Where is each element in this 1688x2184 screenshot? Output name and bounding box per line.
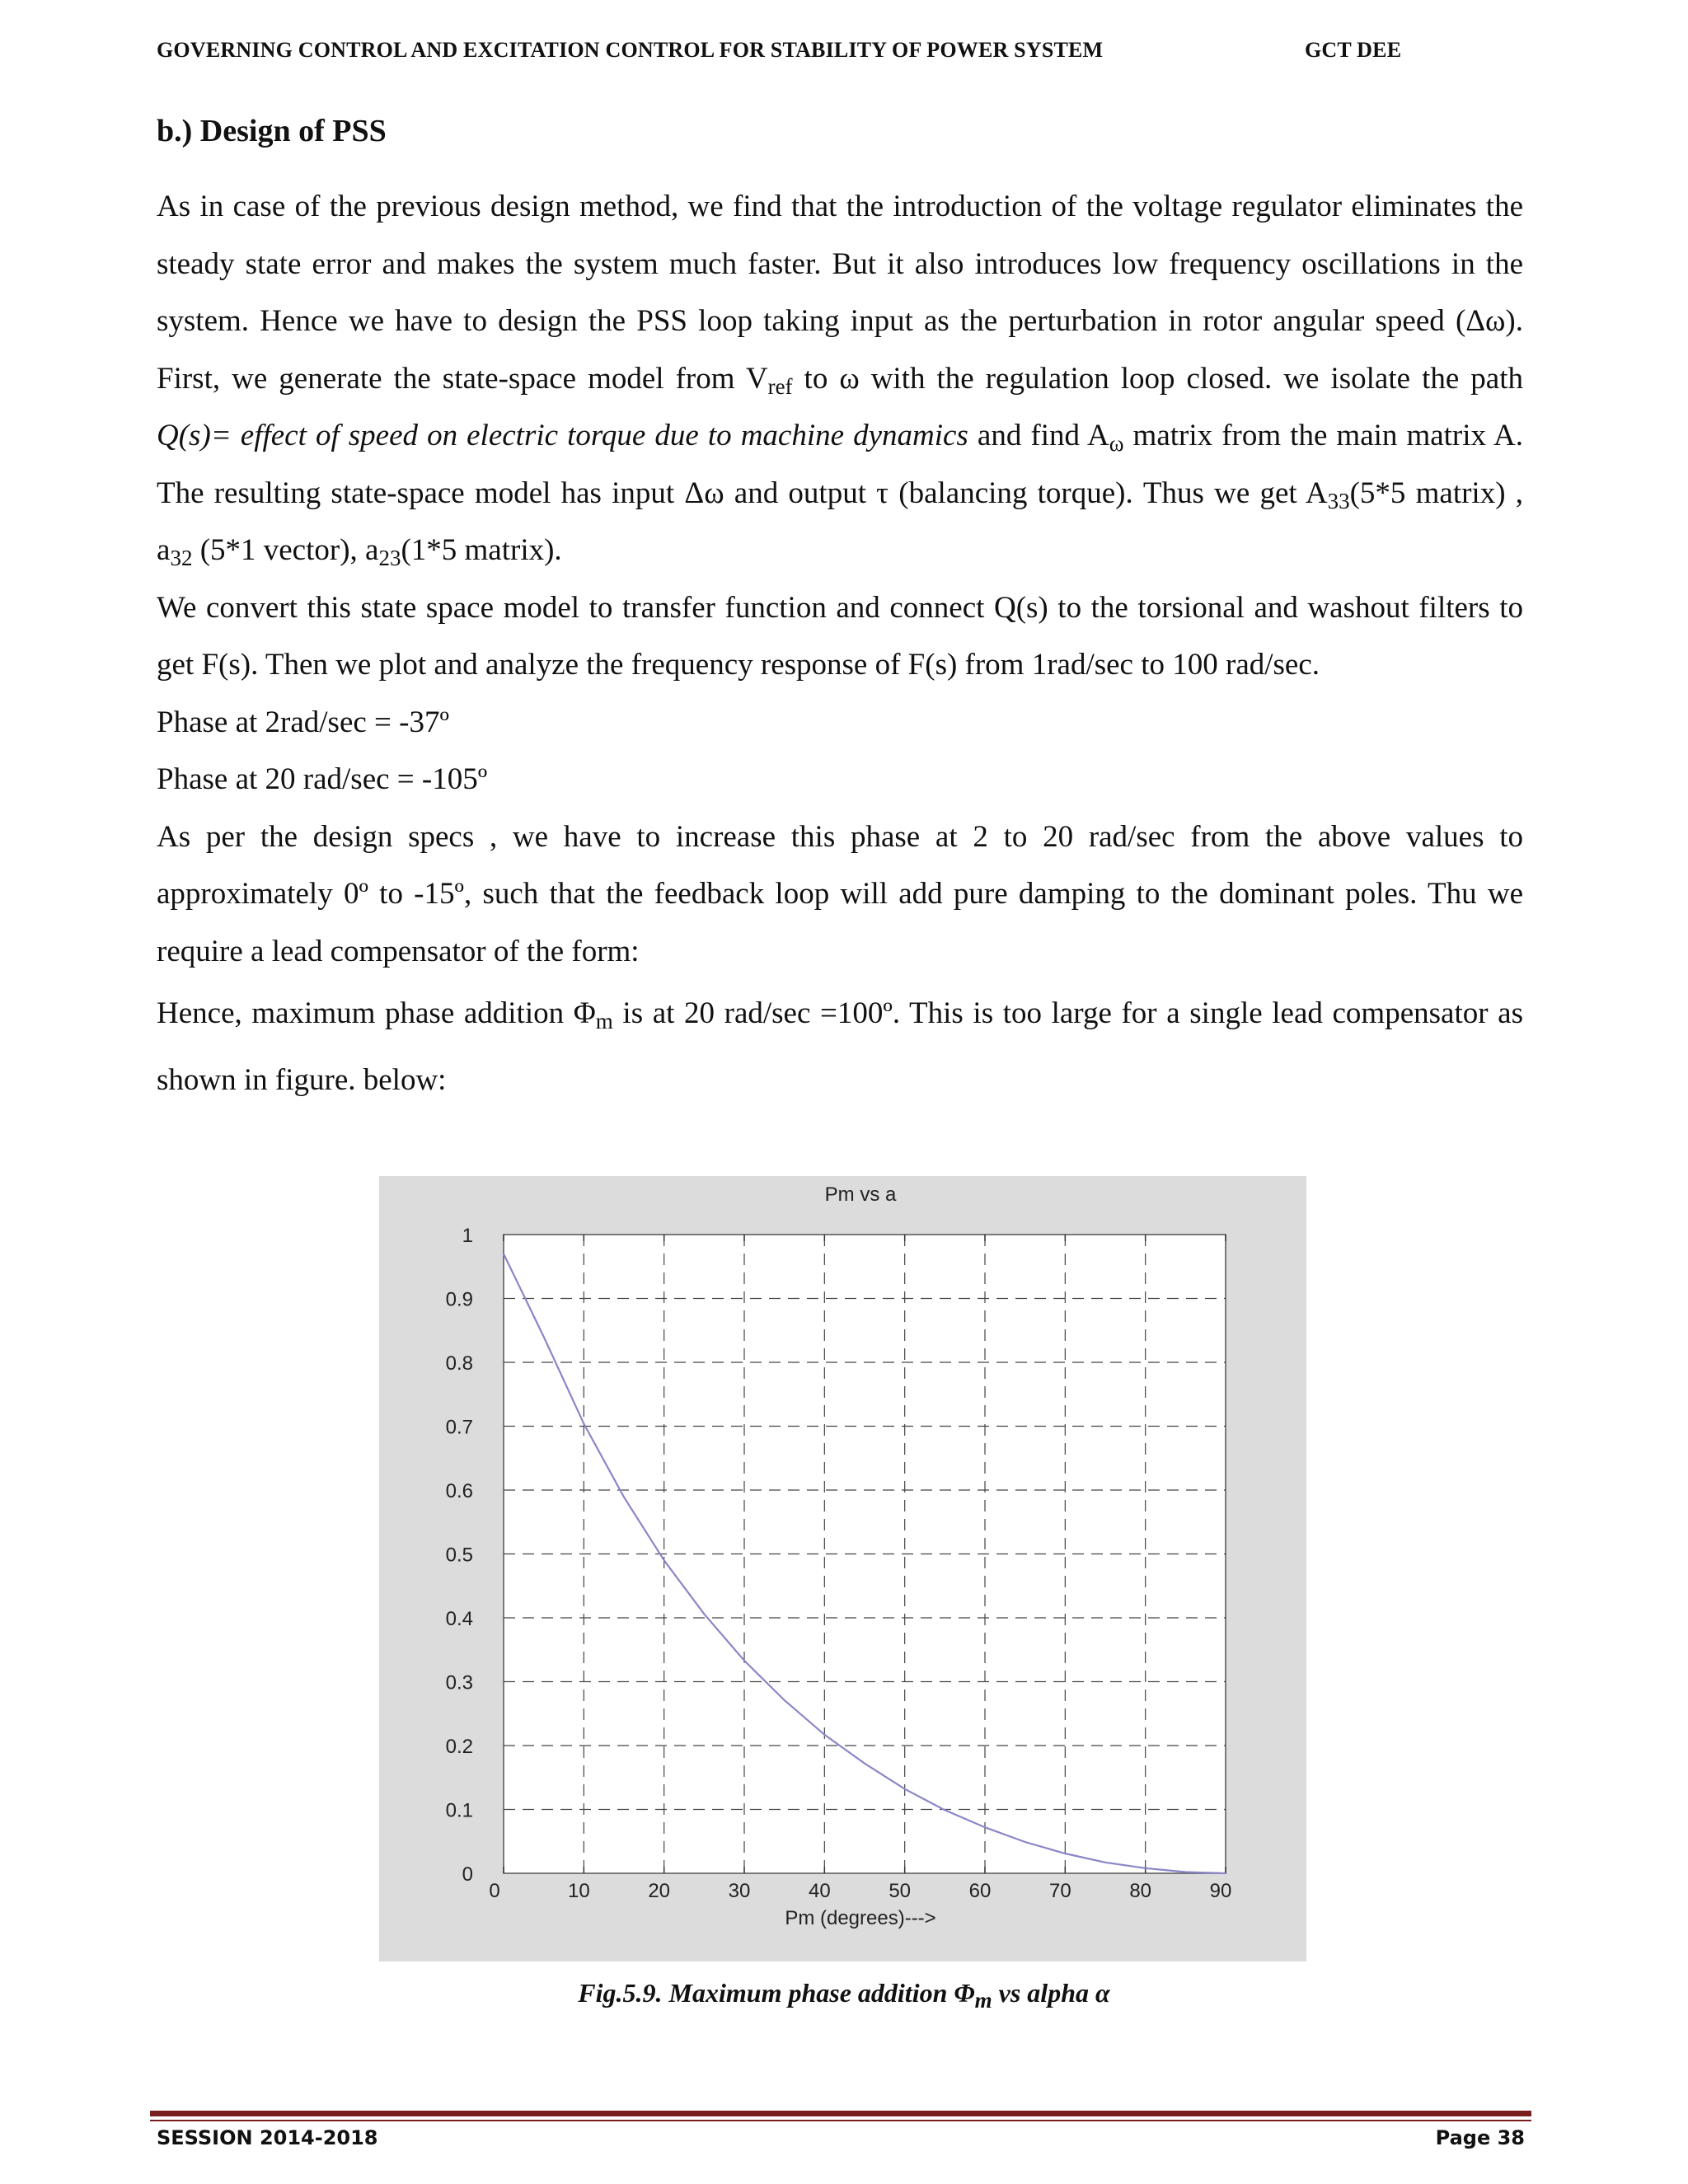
x-tick-label-6: 60 bbox=[968, 1880, 992, 1902]
x-tick-label-8: 80 bbox=[1129, 1880, 1152, 1902]
y-tick-label-9: 0.9 bbox=[445, 1288, 473, 1311]
paragraph-pss-intro: As in case of the previous design method, we find that the introduction of the voltage regulator eliminates the steady state error and makes the system much faster. But it also introduces low frequency oscillations in the system. Hence we have to design the PSS loop taking input as the perturbation in rotor angular speed (Δω). First, we generate the state-space model from $V_{ref}$ to ω with the regulation loop closed. we isolate the path Q(s)= effect of speed on electric torque due to machine dynamics and find $A_\omega$ matrix from the main matrix A. The resulting state-space model has input Δω and output τ (balancing torque). Thus we get $A_{33}(5*5$ matrix) , $a_{32}$ (5*1 vector), $a_{23}(1*5$ matrix). bbox=[157, 190, 1524, 570]
x-tick-label-9: 90 bbox=[1209, 1880, 1232, 1902]
y-tick-label-7: 0.7 bbox=[445, 1416, 473, 1439]
section-title: b.) Design of PSS bbox=[157, 114, 387, 148]
x-tick-label-1: 10 bbox=[567, 1880, 590, 1902]
chart-svg bbox=[379, 1176, 1306, 1961]
y-tick-label-2: 0.2 bbox=[445, 1736, 473, 1758]
y-tick-label-5: 0.5 bbox=[445, 1544, 473, 1567]
chart-title: Pm vs a bbox=[824, 1183, 897, 1206]
footer-page-number: Page 38 bbox=[1435, 2126, 1525, 2149]
paragraph-design-specs: As per the design specs , we have to increase this phase at 2 to 20 rad/sec from the above values to approximately 0º to -15º, such that the feedback loop will add pure damping to the dominant poles. Thu we require a lead compensator of the form: bbox=[157, 819, 1523, 968]
x-tick-label-7: 70 bbox=[1048, 1880, 1071, 1902]
footer-rule bbox=[150, 2111, 1531, 2116]
page-content bbox=[157, 110, 1523, 1113]
x-tick-label-0: 0 bbox=[489, 1880, 500, 1902]
phase-at-2rad: Phase at 2rad/sec = -37º bbox=[157, 705, 449, 739]
x-axis-label: Pm (degrees)---> bbox=[785, 1907, 936, 1929]
footer-session: SESSION 2014-2018 bbox=[157, 2126, 378, 2149]
y-tick-label-10: 1 bbox=[462, 1225, 473, 1247]
figure-pm-vs-alpha bbox=[379, 1176, 1306, 1961]
paragraph-max-phase: Hence, maximum phase addition $\Phi_m$ is at 20 rad/sec =100º. This is too large for a single lead compensator as shown in figure. below: bbox=[157, 996, 1523, 1097]
footer-rule-thin bbox=[150, 2120, 1531, 2121]
figure-caption: Fig.5.9. Maximum phase addition $\Phi_m$ vs alpha α bbox=[578, 1978, 1110, 2013]
y-tick-label-8: 0.8 bbox=[445, 1352, 473, 1375]
y-tick-label-1: 0.1 bbox=[445, 1799, 473, 1822]
y-tick-label-6: 0.6 bbox=[445, 1480, 473, 1502]
x-tick-label-4: 40 bbox=[808, 1880, 831, 1902]
header-department: GCT DEE bbox=[1305, 38, 1402, 62]
y-tick-label-0: 0 bbox=[462, 1863, 473, 1886]
y-tick-label-3: 0.3 bbox=[445, 1671, 473, 1694]
x-tick-label-2: 20 bbox=[648, 1880, 671, 1902]
page-header bbox=[157, 38, 1525, 71]
x-tick-label-5: 50 bbox=[889, 1880, 912, 1902]
header-title: GOVERNING CONTROL AND EXCITATION CONTROL FOR STABILITY OF POWER SYSTEM bbox=[157, 38, 1104, 62]
paragraph-transfer-function: We convert this state space model to transfer function and connect Q(s) to the torsional and washout filters to get F(s). Then we plot and analyze the frequency response of F(s) from 1rad/sec to 100 rad/sec. bbox=[157, 590, 1523, 682]
y-tick-label-4: 0.4 bbox=[445, 1608, 473, 1630]
phase-at-20rad: Phase at 20 rad/sec = -105º bbox=[157, 762, 488, 796]
x-tick-label-3: 30 bbox=[728, 1880, 751, 1902]
